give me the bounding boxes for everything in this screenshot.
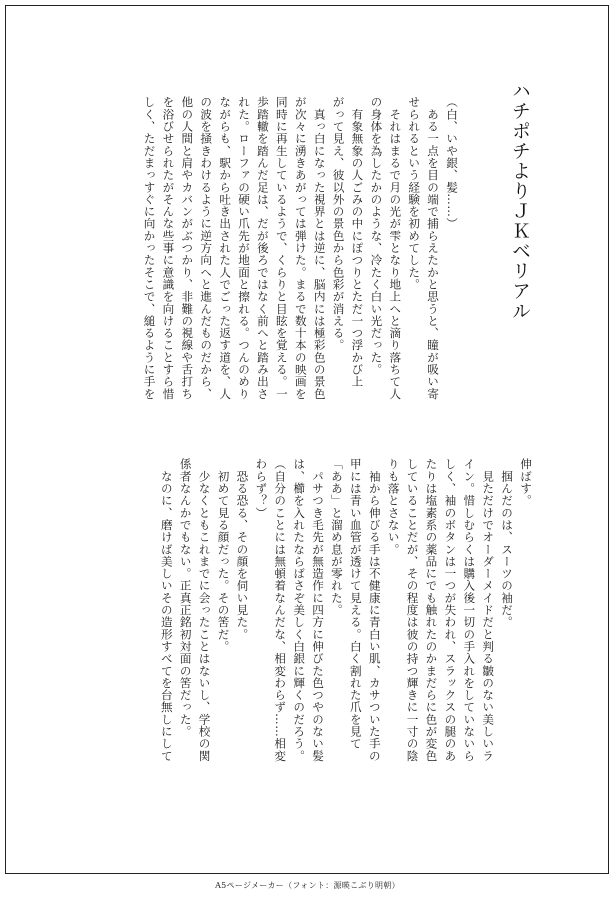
text-line: 有象無象の人ごみの中にぽつりとただ一つ浮かび上	[350, 96, 365, 388]
text-line: それはまるで月の光が雫となり地上へと滴り落ちて人	[388, 96, 403, 400]
text-line: 恐る恐る、その顔を伺い見た。	[235, 458, 250, 641]
text-line: （白、いや銀、髪……）	[445, 96, 459, 230]
story-title: ハチポチよりＪＫベリアル	[509, 81, 531, 321]
text-line: （自分のことには無頓着なんだな、相変わらず……相変	[273, 458, 288, 762]
text-line: は、櫛を入れたならばさぞ美しく白銀に輝くのだろう。	[292, 458, 307, 762]
text-line: を浴びせられたがそんな些事に意識を向けることすら惜	[161, 96, 176, 400]
text-line: ある一点を目の端で捕らえたかと思うと、瞳が吸い寄	[426, 96, 441, 400]
text-line: がって見え、彼以外の景色から色彩が消える。	[331, 96, 346, 352]
text-line: なのに、磨けば美しいその造形すべてを台無しにして	[159, 458, 174, 762]
text-line: りも落とさない。	[386, 458, 401, 556]
text-line: 係者なんかでもない。正真正銘初対面の筈だった。	[178, 458, 193, 738]
manuscript-page	[5, 5, 609, 874]
text-line: 少なくともこれまでに会ったことはないし、学校の関	[197, 458, 212, 762]
text-line: 「ああ」と溜め息が零れた。	[329, 458, 344, 616]
text-line: たりは塩素系の薬品にでも触れたのかまだらに色が変色	[424, 458, 439, 762]
text-line: が次々に湧きあがっては弾けた。まるで数十本の映画を	[293, 96, 308, 400]
text-line: ながらも、駅から吐き出された人でごった返す道を、人	[218, 96, 233, 400]
text-line: 甲には青い血管が透けて見える。白く割れた爪を見て	[348, 458, 363, 750]
lower-text-block	[157, 458, 535, 762]
text-line: 歩踏轍を踏んだ足は、だが後ろではなく前へと踏み出さ	[255, 96, 270, 400]
text-line: しく、袖のボタンは一つが失われ、スラックスの腿のあ	[443, 458, 458, 762]
text-line: イン。惜しむらくは購入後一切の手入れをしていないら	[462, 458, 477, 762]
text-line: パサつき毛先が無造作に四方に伸びた色つやのない髪	[311, 458, 326, 762]
text-line: れた。ローファの硬い爪先が地面と擦れる。つんのめり	[237, 96, 252, 400]
upper-text-block	[140, 96, 461, 400]
text-line: 掴んだのは、スーツの袖だ。	[500, 458, 515, 629]
text-line: せられるという経験を初めてした。	[407, 96, 422, 291]
text-line: しく、ただまっすぐに向かったそこで、縋るように手を	[142, 96, 157, 400]
text-line: の身体を為したかのような、冷たく白い光だった。	[369, 96, 384, 376]
text-line: 初めて見る顔だった。その筈だ。	[216, 458, 231, 653]
footer-credit: A5ページメーカー（フォント：源暎こぶり明朝）	[215, 881, 400, 890]
text-line: 他の人間と肩やカバンがぶつかり、非難の視線や舌打ち	[180, 96, 195, 400]
text-line: わらず？）	[254, 458, 269, 519]
text-line: 見ただけでオーダーメイドだと判る皺のない美しいラ	[481, 458, 496, 762]
text-line: 伸ばす。	[519, 458, 533, 507]
text-line: 同時に再生しているようで、くらりと目眩を覚える。一	[274, 96, 289, 400]
text-line: 真っ白になった視界とは逆に、脳内には極彩色の景色	[312, 96, 327, 400]
text-line: 袖から伸びる手は不健康に青白い肌、カサついた手の	[367, 458, 382, 762]
text-line: の波を掻きわけるように逆方向へと進んだものだから、	[199, 96, 214, 400]
text-line: していることだが、その程度は彼の持つ輝きに一寸の陰	[405, 458, 420, 762]
